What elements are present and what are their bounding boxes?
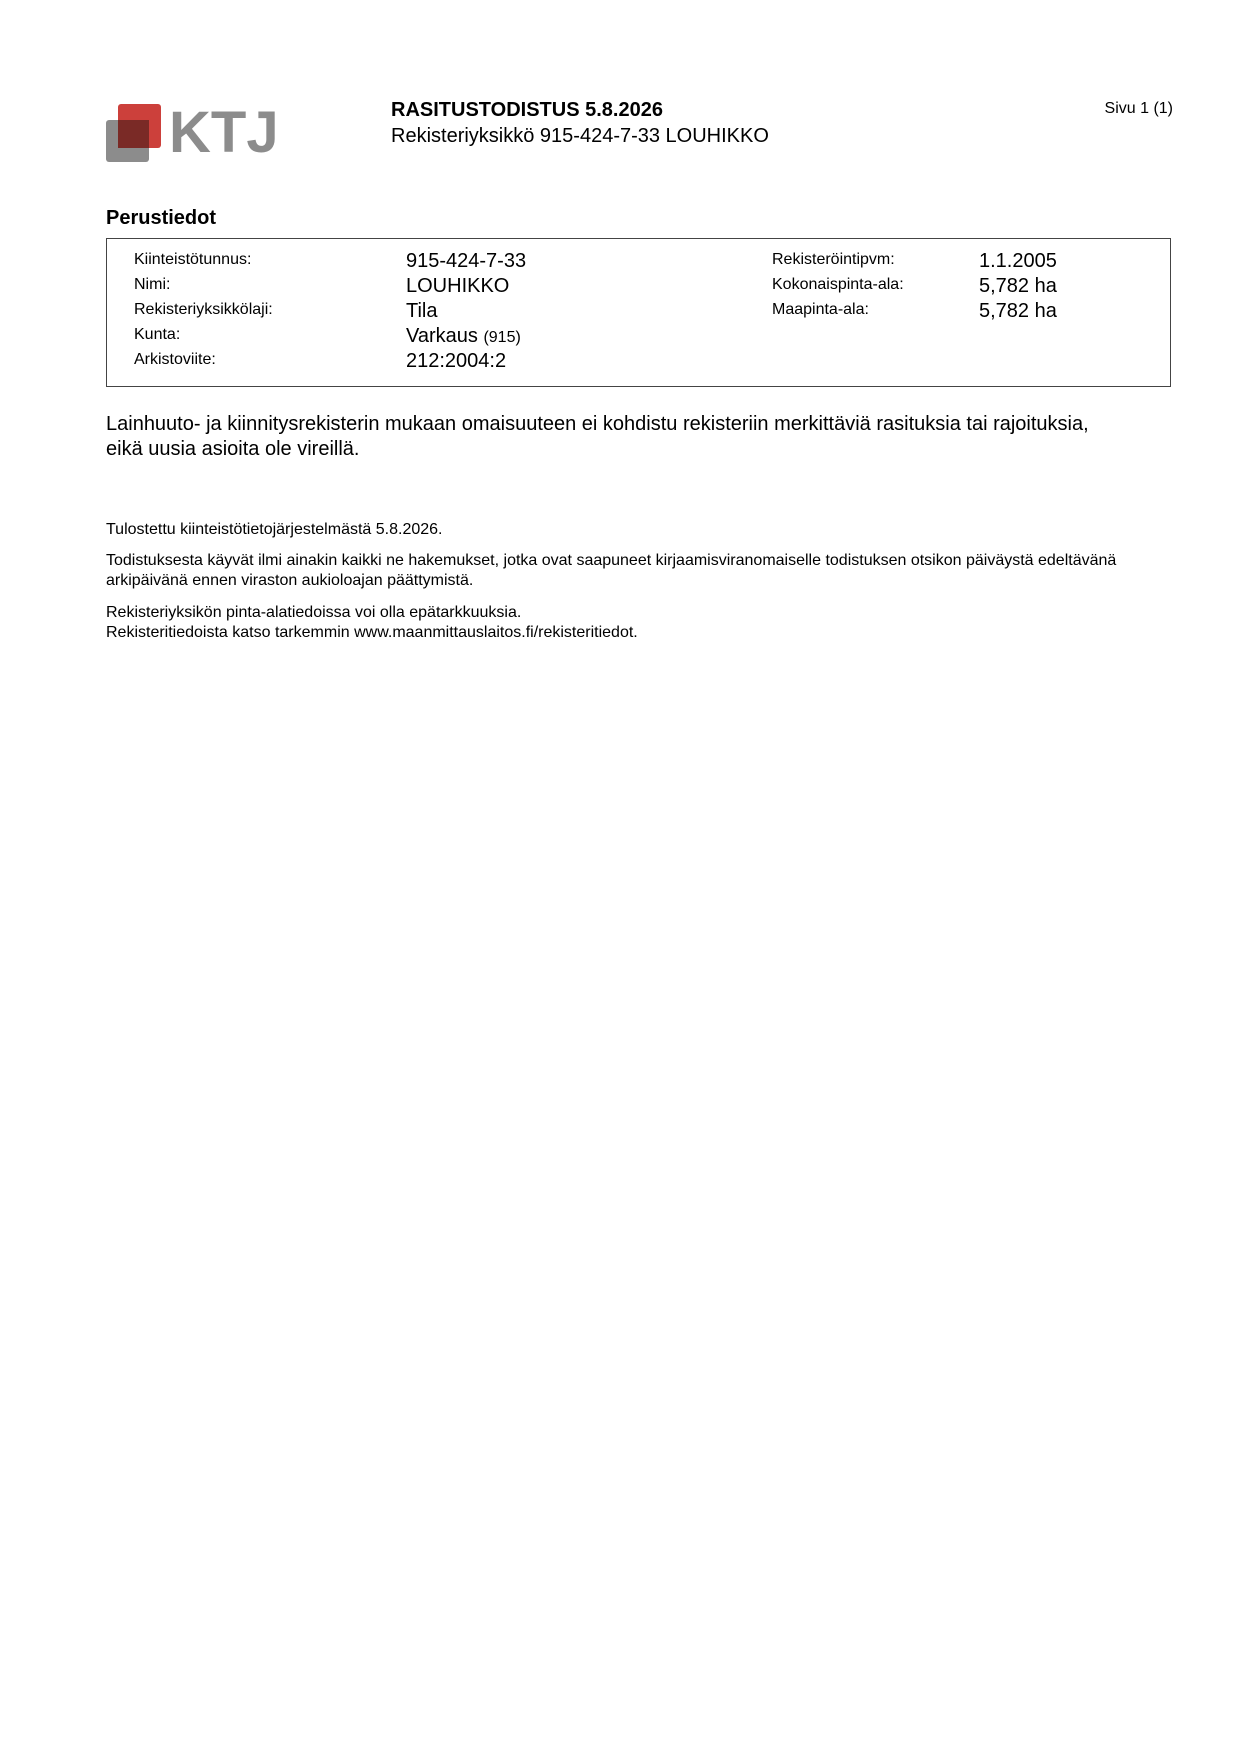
more-info-line: Rekisteritiedoista katso tarkemmin www.maanmittauslaitos.fi/rekisteritiedot. [106,624,638,641]
ktj-logo [106,100,279,165]
archive-value: 212:2004:2 [406,350,507,372]
municipality-code: (915) [483,329,521,346]
name-label: Nimi: [134,276,171,293]
municipality-value [406,325,521,348]
municipality-label: Kunta: [134,326,181,343]
unit-type-label: Rekisteriyksikkölaji: [134,301,273,318]
document-subtitle: Rekisteriyksikkö 915-424-7-33 LOUHIKKO [391,125,769,147]
total-area-label: Kokonaispinta-ala: [772,276,904,293]
applications-note-line-2: arkipäivänä ennen viraston aukioloajan päättymistä. [106,572,474,589]
land-area-label: Maapinta-ala: [772,301,869,318]
archive-label: Arkistoviite: [134,351,216,368]
applications-note-line-1: Todistuksesta käyvät ilmi ainakin kaikki ne hakemukset, jotka ovat saapuneet kirjaamisviranomaiselle todistuksen otsikon päiväystä edeltävänä [106,552,1117,569]
ktj-logo-graphic [106,100,279,165]
area-accuracy-note [106,603,1186,643]
unit-type-value: Tila [406,300,438,322]
total-area-value: 5,782 ha [979,275,1057,297]
land-area-value: 5,782 ha [979,300,1057,322]
property-id-value: 915-424-7-33 [406,250,527,272]
document-title: RASITUSTODISTUS 5.8.2026 [391,99,663,121]
area-accuracy-line: Rekisteriyksikön pinta-alatiedoissa voi olla epätarkkuuksia. [106,604,522,621]
statement-line-1: Lainhuuto- ja kiinnitysrekisterin mukaan omaisuuteen ei kohdistu rekisteriin merkittäviä rasituksia tai rajoituksia, [106,413,1089,435]
logo-text: KTJ [169,100,279,165]
encumbrance-statement [106,412,1186,462]
municipality-name: Varkaus [406,325,478,347]
registration-date-value: 1.1.2005 [979,250,1057,272]
applications-note [106,551,1186,591]
name-value: LOUHIKKO [406,275,510,297]
section-heading-basic-info: Perustiedot [106,207,217,229]
property-id-label: Kiinteistötunnus: [134,251,252,268]
page-number: Sivu 1 (1) [1104,100,1173,117]
logo-overlap [118,120,149,148]
printed-note: Tulostettu kiinteistötietojärjestelmästä 5.8.2026. [106,521,443,538]
statement-line-2: eikä uusia asioita ole vireillä. [106,438,360,460]
registration-date-label: Rekisteröintipvm: [772,251,895,268]
